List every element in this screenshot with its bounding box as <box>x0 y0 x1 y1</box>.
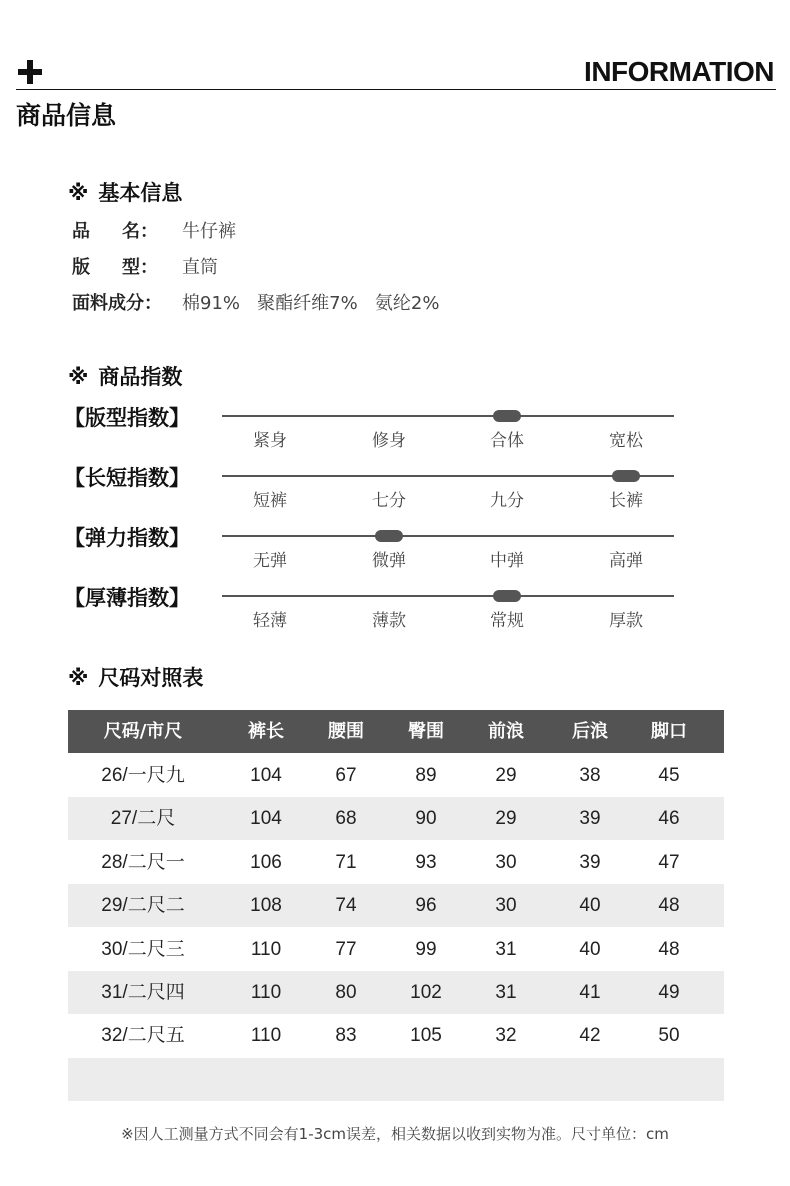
plus-icon <box>18 60 42 84</box>
index-name: 【弹力指数】 <box>64 526 190 550</box>
table-cell: 48 <box>658 938 680 960</box>
table-cell <box>386 1058 466 1101</box>
index-length <box>64 462 684 522</box>
basic-info-title-text: 基本信息 <box>98 181 183 205</box>
table-row <box>68 841 724 884</box>
table-cell: 67 <box>335 765 357 786</box>
index-name: 【厚薄指数】 <box>64 586 190 610</box>
header-cell: 前浪 <box>488 721 524 742</box>
header-divider <box>16 89 776 90</box>
basic-info-title <box>68 177 182 207</box>
header-cell: 尺码/市尺 <box>103 721 183 742</box>
table-cell: 105 <box>410 1025 442 1047</box>
table-cell: 110 <box>250 1025 282 1047</box>
table-cell: 77 <box>335 938 357 960</box>
index-option: 修身 <box>372 431 406 451</box>
table-cell <box>306 1058 386 1101</box>
index-thickness <box>64 582 684 642</box>
table-cell: 29 <box>495 765 517 786</box>
table-cell: 68 <box>335 808 357 830</box>
table-cell: 93 <box>415 851 437 873</box>
table-cell <box>632 1058 706 1101</box>
table-row <box>68 928 724 971</box>
index-option: 合体 <box>490 431 524 451</box>
table-cell: 106 <box>250 851 282 873</box>
table-cell: 99 <box>415 938 437 960</box>
index-option: 宽松 <box>609 431 643 451</box>
index-marker <box>612 470 640 482</box>
header-cell: 臀围 <box>408 721 444 742</box>
table-cell: 102 <box>410 982 442 1003</box>
table-cell: 47 <box>658 851 680 873</box>
info-row-name <box>72 217 236 243</box>
table-cell: 39 <box>579 851 601 873</box>
table-cell: 30/二尺三 <box>101 938 185 960</box>
header-cell: 脚口 <box>651 721 687 742</box>
size-table-header <box>68 710 724 753</box>
index-option: 无弹 <box>253 551 287 571</box>
table-cell: 71 <box>335 851 357 873</box>
reference-mark: ※ <box>68 181 89 205</box>
info-row-fit <box>72 253 218 279</box>
table-cell: 30 <box>495 895 517 917</box>
reference-mark: ※ <box>68 666 89 690</box>
index-option: 高弹 <box>609 551 643 571</box>
index-option: 紧身 <box>253 431 287 451</box>
table-cell <box>548 1058 632 1101</box>
table-cell: 39 <box>579 808 601 830</box>
index-option: 厚款 <box>609 611 643 631</box>
index-name: 【版型指数】 <box>64 406 190 430</box>
index-option: 轻薄 <box>253 611 287 631</box>
table-cell <box>466 1058 546 1101</box>
index-marker <box>493 590 521 602</box>
table-cell: 29/二尺二 <box>101 895 185 917</box>
table-cell: 104 <box>250 765 282 786</box>
table-cell: 74 <box>335 895 357 917</box>
index-track <box>222 535 674 537</box>
header-cell: 后浪 <box>572 721 608 742</box>
info-row-fabric <box>72 289 439 315</box>
info-label: 品 名： <box>72 221 158 242</box>
table-cell <box>226 1058 306 1101</box>
index-fit <box>64 402 684 462</box>
table-cell: 90 <box>415 808 437 830</box>
table-cell: 89 <box>415 765 437 786</box>
table-cell: 80 <box>335 982 357 1003</box>
index-track <box>222 475 674 477</box>
table-row <box>68 797 724 840</box>
table-cell: 29 <box>495 808 517 830</box>
index-option: 微弹 <box>372 551 406 571</box>
table-cell: 28/二尺一 <box>101 851 185 873</box>
table-cell: 31 <box>495 938 517 960</box>
index-option: 中弹 <box>490 551 524 571</box>
table-row <box>68 1058 724 1101</box>
index-marker <box>375 530 403 542</box>
index-name: 【长短指数】 <box>64 466 190 490</box>
info-value: 棉91% 聚酯纤维7% 氨纶2% <box>182 293 440 314</box>
info-value: 直筒 <box>182 257 218 278</box>
table-cell: 83 <box>335 1025 357 1047</box>
info-value: 牛仔裤 <box>182 221 236 242</box>
table-cell: 32/二尺五 <box>101 1025 185 1047</box>
index-track <box>222 415 674 417</box>
index-title-text: 商品指数 <box>98 365 183 389</box>
reference-mark: ※ <box>68 365 89 389</box>
table-cell: 41 <box>579 982 601 1003</box>
table-row <box>68 1014 724 1057</box>
table-cell: 27/二尺 <box>110 808 176 830</box>
header-cell: 裤长 <box>248 721 284 742</box>
index-option: 九分 <box>490 491 524 511</box>
table-cell: 30 <box>495 851 517 873</box>
index-option: 常规 <box>490 611 524 631</box>
size-table-title-text: 尺码对照表 <box>98 666 204 690</box>
table-cell: 96 <box>415 895 437 917</box>
index-track <box>222 595 674 597</box>
table-row <box>68 971 724 1014</box>
index-marker <box>493 410 521 422</box>
table-cell: 49 <box>658 982 680 1003</box>
index-option: 长裤 <box>609 491 643 511</box>
page-title: 商品信息 <box>16 101 117 130</box>
table-cell: 32 <box>495 1025 517 1047</box>
table-cell: 38 <box>579 765 601 786</box>
table-cell: 42 <box>579 1025 601 1047</box>
table-row <box>68 754 724 797</box>
table-row <box>68 884 724 927</box>
table-cell: 48 <box>658 895 680 917</box>
index-option: 七分 <box>372 491 406 511</box>
header-cell: 腰围 <box>328 721 364 742</box>
table-cell: 45 <box>658 765 680 786</box>
table-cell: 110 <box>250 938 282 960</box>
table-cell <box>68 1058 218 1101</box>
table-cell: 110 <box>250 982 282 1003</box>
table-cell: 26/一尺九 <box>101 765 185 786</box>
table-cell: 40 <box>579 938 601 960</box>
information-heading: INFORMATION <box>584 56 774 87</box>
index-option: 短裤 <box>253 491 287 511</box>
table-cell: 40 <box>579 895 601 917</box>
index-option: 薄款 <box>372 611 406 631</box>
info-label: 版 型： <box>72 257 158 278</box>
size-table-title <box>68 662 203 692</box>
table-cell: 46 <box>658 808 680 830</box>
table-cell: 108 <box>250 895 282 917</box>
info-label: 面料成分： <box>72 293 162 314</box>
table-cell: 104 <box>250 808 282 830</box>
table-cell: 31/二尺四 <box>101 982 185 1003</box>
table-cell: 50 <box>658 1025 680 1047</box>
footnote: ※因人工测量方式不同会有1-3cm误差，相关数据以收到实物为准。尺寸单位：cm <box>121 1125 669 1143</box>
index-stretch <box>64 522 684 582</box>
table-cell: 31 <box>495 982 517 1003</box>
index-title <box>68 361 182 391</box>
